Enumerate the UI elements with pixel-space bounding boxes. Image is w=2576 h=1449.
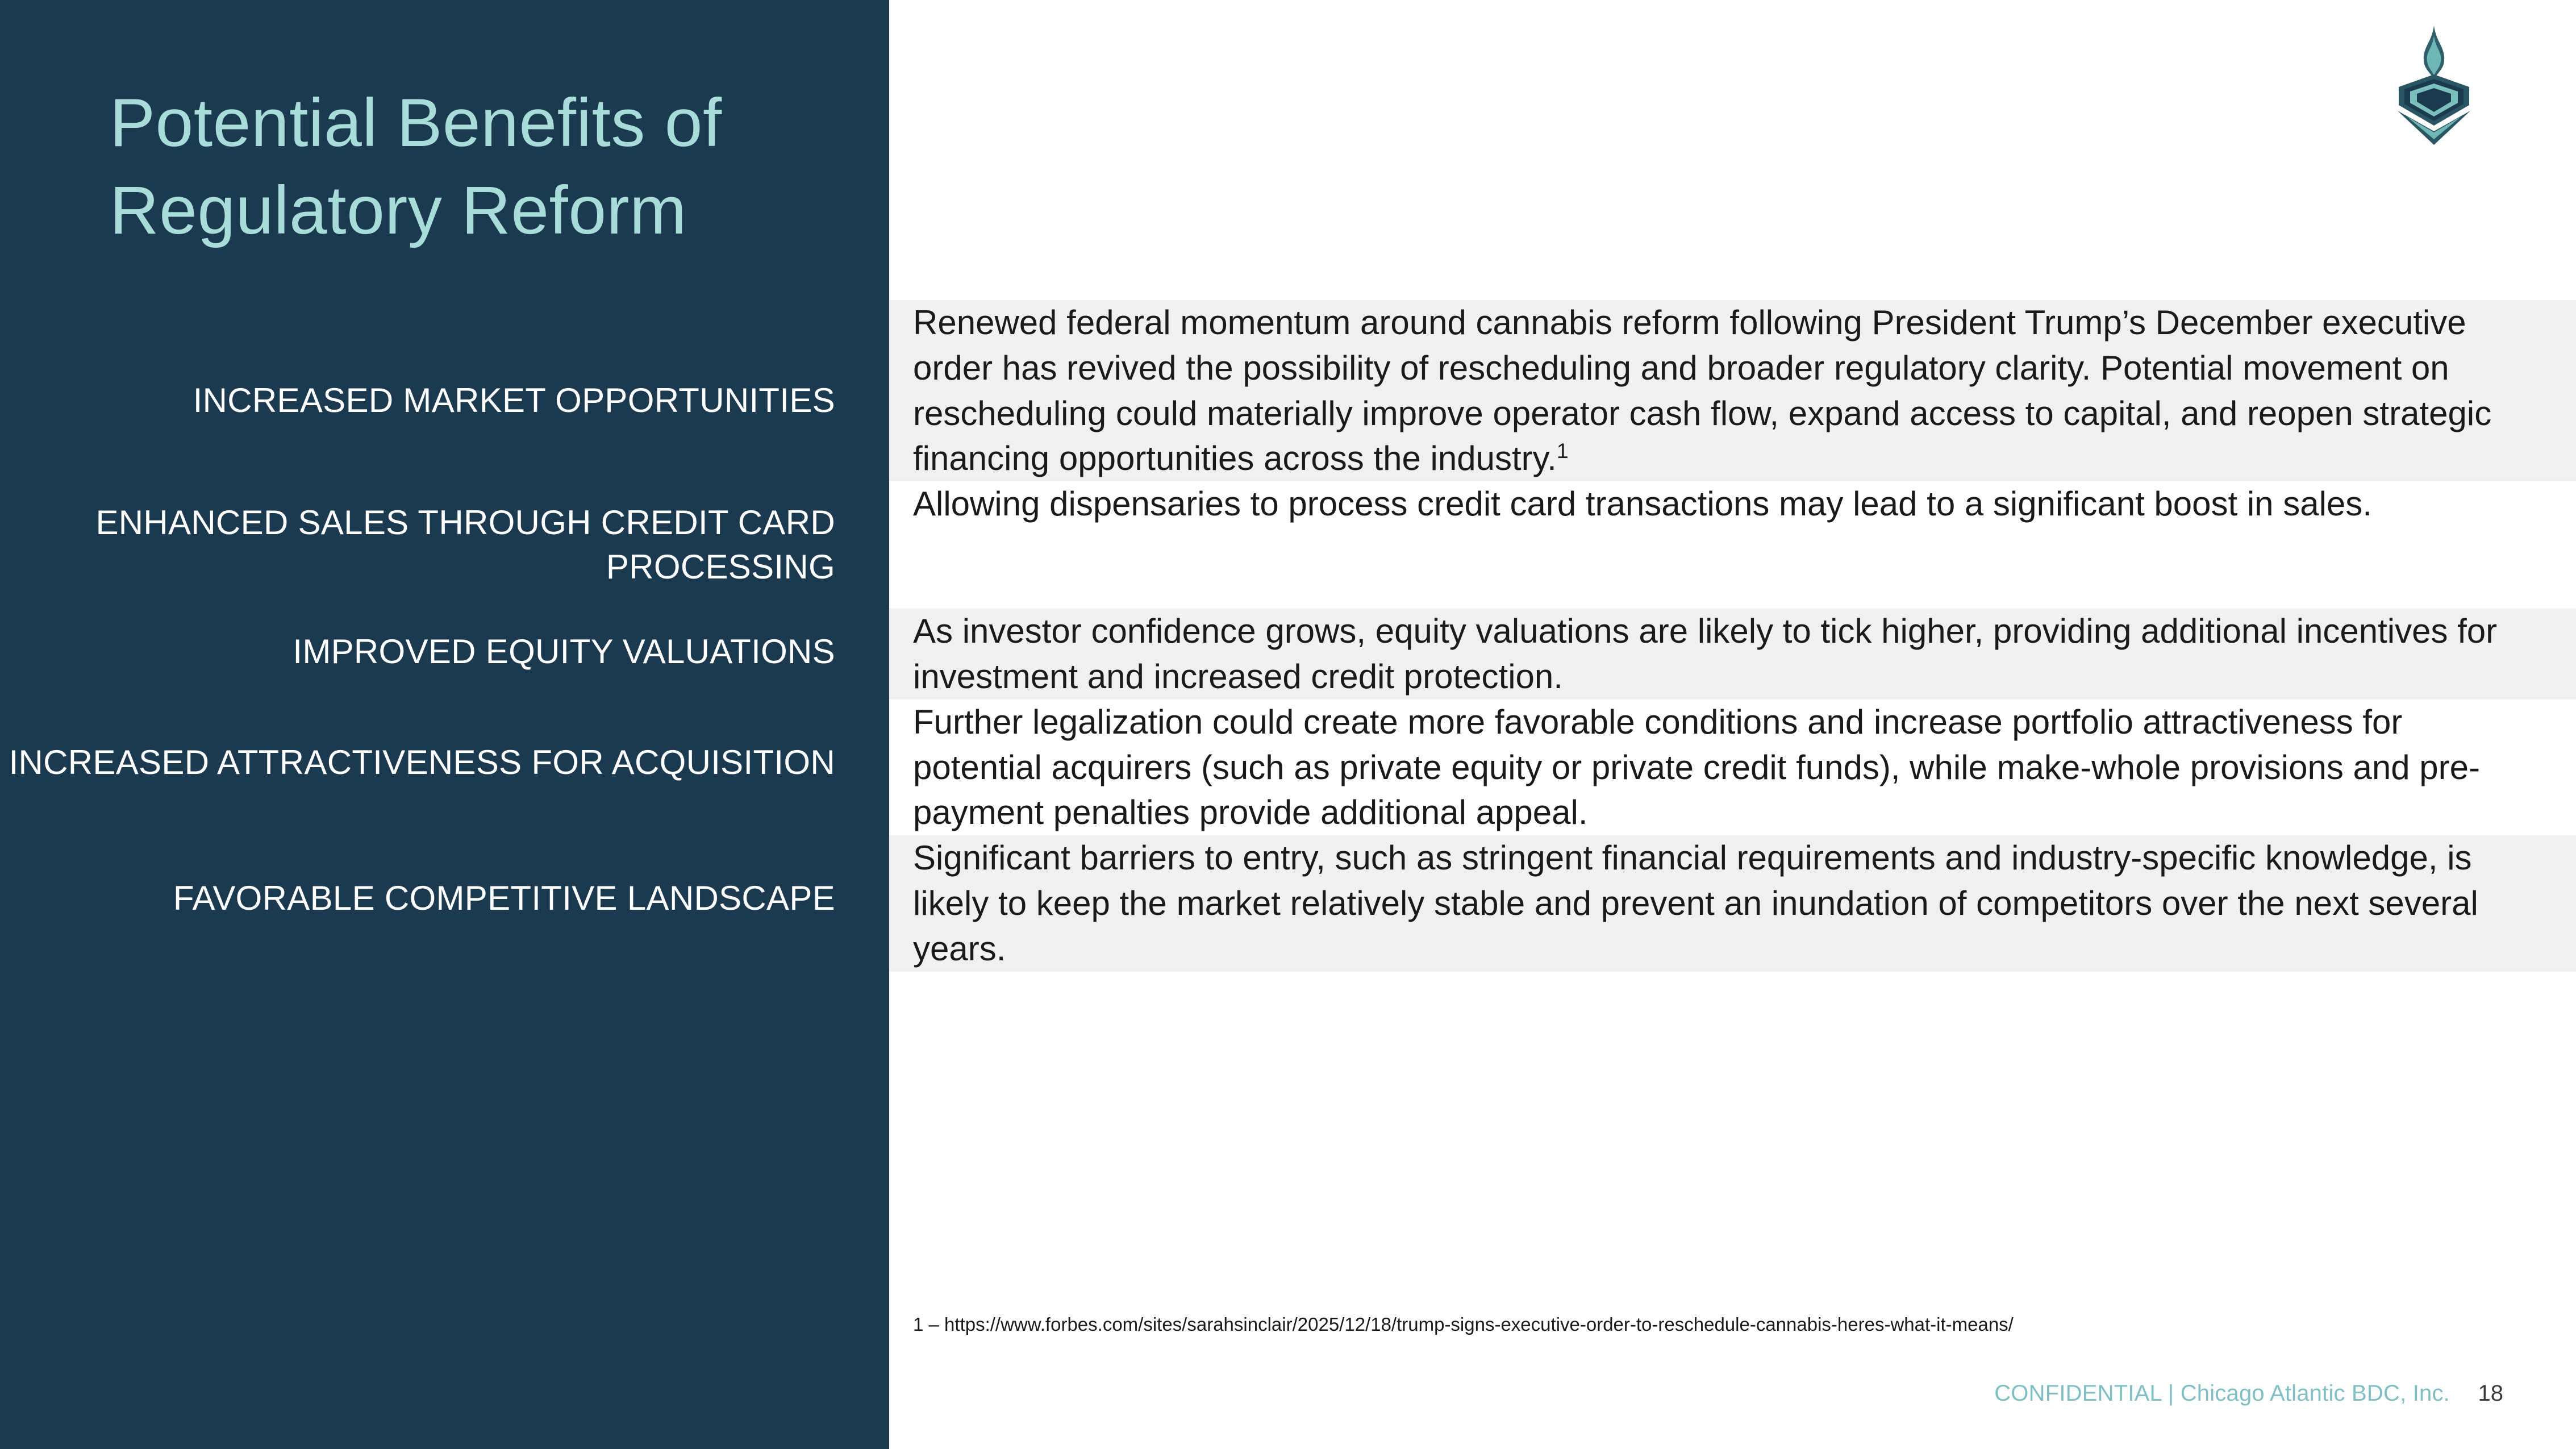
row-body-text: Significant barriers to entry, such as stringent financial requirements and industry-specific knowledge, is likely to keep the market relatively stable and prevent an inundation of competitors over the next several years. [913,839,2478,968]
row-body [889,835,2576,971]
footer-confidential: CONFIDENTIAL | Chicago Atlantic BDC, Inc. [1994,1381,2450,1406]
page-title: Potential Benefits of Regulatory Reform [110,85,722,248]
row-label: INCREASED ATTRACTIVENESS FOR ACQUISITION [0,699,889,805]
footnote-source: 1 – https://www.forbes.com/sites/sarahsinclair/2025/12/18/trump-signs-executive-order-to-reschedule-cannabis-heres-what-it-means/ [913,1314,2014,1335]
table-row [0,300,2576,481]
row-body-text: Allowing dispensaries to process credit card transactions may lead to a significant boost in sales. [913,485,2372,523]
table-row [0,609,2576,699]
row-label: ENHANCED SALES THROUGH CREDIT CARD PROCESSING [0,481,889,609]
row-body [889,699,2576,835]
footnote-marker: 1 [1556,439,1569,463]
table-row [0,481,2576,609]
chicago-atlantic-flame-logo [2377,26,2491,156]
page-number: 18 [2478,1381,2503,1406]
table-row [0,835,2576,971]
row-label: FAVORABLE COMPETITIVE LANDSCAPE [0,835,889,941]
benefits-table [0,300,2576,972]
row-label: INCREASED MARKET OPPORTUNITIES [0,300,889,440]
row-body-text: Further legalization could create more favorable conditions and increase portfolio attractiveness for potential acquirers (such as private equity or private credit funds), while make-whole provisions and pre-payment penalties provide additional appeal. [913,702,2480,832]
row-body [889,481,2576,527]
row-body [889,300,2576,481]
row-body-text: Renewed federal momentum around cannabis reform following President Trump’s December executive order has revived the possibility of rescheduling and broader regulatory clarity. Potential movement on rescheduling could materially improve operator cash flow, expand access to capital, and reopen strategic financing opportunities across the industry. [913,303,2492,478]
row-body [889,609,2576,699]
row-body-text: As investor confidence grows, equity valuations are likely to tick higher, providing additional incentives for investment and increased credit protection. [913,612,2498,696]
row-label: IMPROVED EQUITY VALUATIONS [0,609,889,694]
table-row [0,699,2576,835]
